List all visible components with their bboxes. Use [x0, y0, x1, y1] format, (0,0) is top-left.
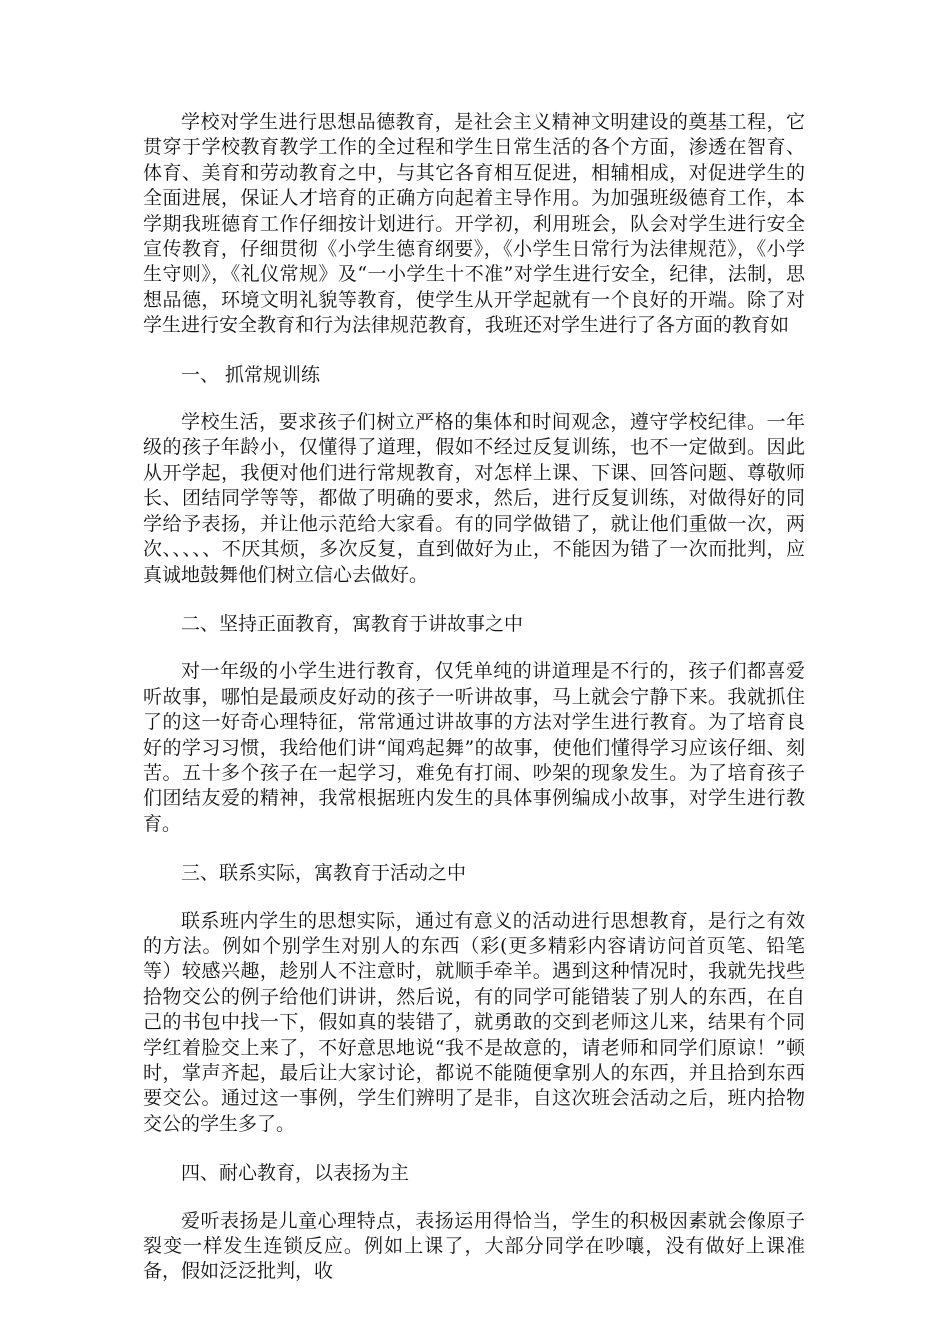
spacer — [143, 588, 805, 612]
spacer — [143, 339, 805, 363]
spacer — [143, 388, 805, 410]
spacer — [143, 1137, 805, 1161]
section-1-heading: 一、 抓常规训练 — [181, 363, 321, 386]
spacer — [143, 637, 805, 659]
intro-paragraph: 学校对学生进行思想品德教育，是社会主义精神文明建设的奠基工程，它贯穿于学校教育教学工作的全过程和学生日常生活的各个方面，渗透在智育、体育、美育和劳动教育之中，与其它各育相互促进，相辅相成，对促进学生的全面进展，保证人才培育的正确方向起着主导作用。为加强班级德育工作，本学期我班德育工作仔细按计划进行。开学初，利用班会，队会对学生进行安全宣传教育，仔细贯彻《小学生德育纲要》，《小学生日常行为法律规范》，《小学生守则》，《礼仪常规》及“一小学生十不准”对学生进行安全，纪律，法制，思想品德，环境文明礼貌等教育，使学生从开学起就有一个良好的开端。除了对学生进行安全教育和行为法律规范教育，我班还对学生进行了各方面的教育如 — [143, 111, 805, 337]
section-2-paragraph: 对一年级的小学生进行教育，仅凭单纯的讲道理是不行的，孩子们都喜爱听故事，哪怕是最顽皮好动的孩子一听讲故事，马上就会宁静下来。我就抓住了的这一好奇心理特征，常常通过讲故事的方法对学生进行教育。为了培育良好的学习习惯，我给他们讲“闻鸡起舞”的故事，使他们懂得学习应该仔细、刻苦。五十多个孩子在一起学习，难免有打闹、吵架的现象发生。为了培育孩子们团结友爱的精神，我常根据班内发生的具体事例编成小故事，对学生进行教育。 — [143, 660, 805, 835]
section-1-paragraph: 学校生活，要求孩子们树立严格的集体和时间观念，遵守学校纪律。一年级的孩子年龄小，仅懂得了道理，假如不经过反复训练，也不一定做到。因此从开学起，我便对他们进行常规教育，对怎样上课、下课、回答问题、尊敬师长、团结同学等等，都做了明确的要求，然后，进行反复训练，对做得好的同学给予表扬，并让他示范给大家看。有的同学做错了，就让他们重做一次，两次、、、、、不厌其烦，多次反复，直到做好为止，不能因为错了一次而批判，应真诚地鼓舞他们树立信心去做好。 — [143, 411, 805, 586]
section-4-heading: 四、耐心教育，以表扬为主 — [181, 1162, 410, 1185]
section-3-paragraph: 联系班内学生的思想实际，通过有意义的活动进行思想教育，是行之有效的方法。例如个别学生对别人的东西（彩(更多精彩内容请访问首页笔、铅笔等）较感兴趣，趁别人不注意时，就顺手牵羊。遇到这种情况时，我就先找些拾物交公的例子给他们讲讲，然后说，有的同学可能错装了别人的东西，在自己的书包中找一下，假如真的装错了，就勇敢的交到老师这儿来，结果有个同学红着脸交上来了，不好意思地说“我不是故意的，请老师和同学们原谅！”顿时，掌声齐起，最后让大家讨论，都说不能随便拿别人的东西，并且拾到东西要交公。通过这一事例，学生们辨明了是非，自这次班会活动之后，班内拾物交公的学生多了。 — [143, 909, 805, 1135]
section-4-paragraph: 爱听表扬是儿童心理特点，表扬运用得恰当，学生的积极因素就会像原子裂变一样发生连锁反应。例如上课了，大部分同学在吵嚷，没有做好上课准备，假如泛泛批判，收 — [143, 1209, 805, 1283]
document-body — [143, 110, 805, 1285]
section-3-heading: 三、联系实际，寓教育于活动之中 — [181, 862, 467, 885]
spacer — [143, 837, 805, 861]
spacer — [143, 887, 805, 909]
spacer — [143, 1187, 805, 1209]
section-2-heading: 二、坚持正面教育，寓教育于讲故事之中 — [181, 612, 524, 635]
